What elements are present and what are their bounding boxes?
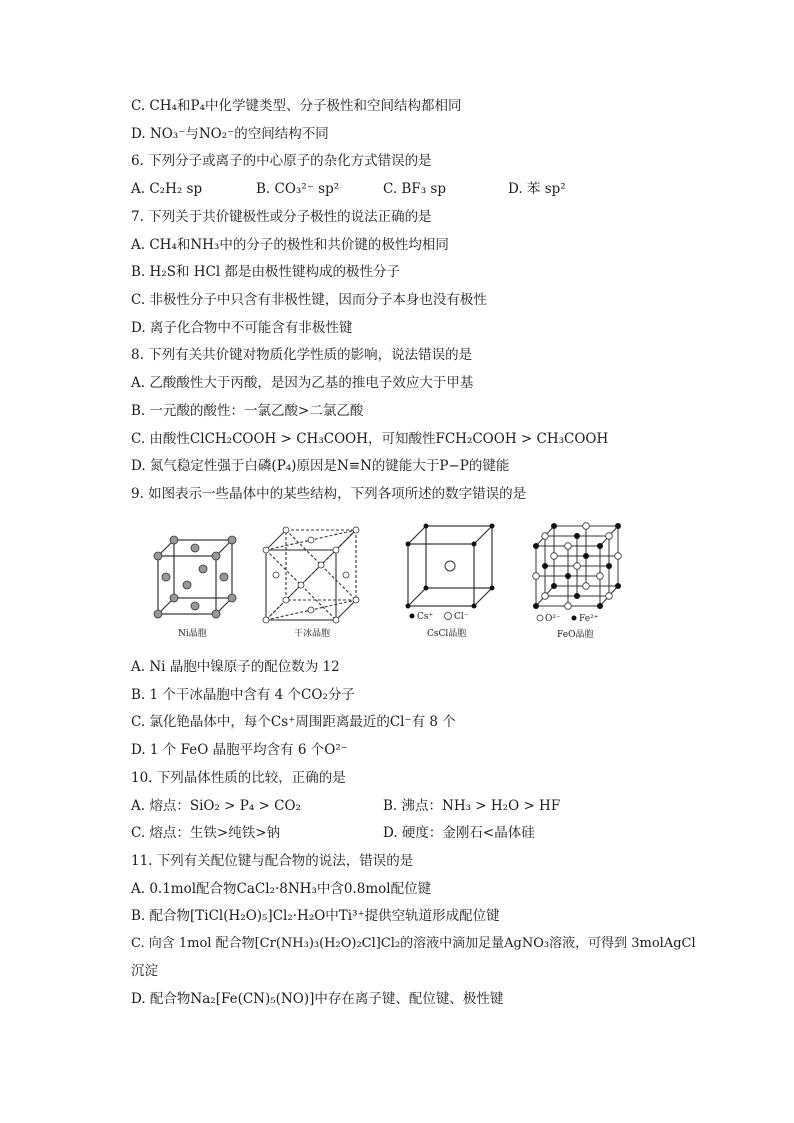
cscl-caption: CsCl晶胞: [427, 629, 467, 639]
dry-ice-caption: 干冰晶胞: [294, 629, 331, 639]
q10-option-b: B. 沸点：NH₃ > H₂O > HF: [383, 798, 561, 814]
q11-option-a: A. 0.1mol配合物CaCl₂·8NH₃中含0.8mol配位键: [131, 881, 432, 897]
q6-option-b: B. CO₃²⁻ sp²: [256, 181, 340, 197]
feo-legend-o: O²⁻: [545, 614, 561, 624]
q5-option-c: C. CH₄和P₄中化学键类型、分子极性和空间结构都相同: [131, 98, 462, 114]
feo-cell-figure: [530, 516, 630, 644]
q11-option-c-continued: 沉淀: [131, 963, 158, 979]
q11-option-c: C. 向含 1mol 配合物[Cr(NH₃)₃(H₂O)₂Cl]Cl₂的溶液中滴加足量AgNO₃溶液，可得到 3molAgCl: [131, 936, 696, 951]
q9-option-b: B. 1 个干冰晶胞中含有 4 个CO₂分子: [131, 687, 355, 703]
crystal-figures: [140, 516, 640, 646]
cscl-legend-cl: Cl⁻: [454, 612, 469, 622]
cscl-cell-figure: [402, 516, 502, 644]
q6-option-d: D. 苯 sp²: [508, 181, 566, 197]
question-11: 11. 下列有关配位键与配合物的说法，错误的是: [131, 853, 414, 869]
q9-option-d: D. 1 个 FeO 晶胞平均含有 6 个O²⁻: [131, 742, 348, 758]
q7-option-c: C. 非极性分子中只含有非极性键，因而分子本身也没有极性: [131, 292, 487, 308]
q8-option-a: A. 乙酸酸性大于丙酸，是因为乙基的推电子效应大于甲基: [131, 375, 474, 391]
question-6: 6. 下列分子或离子的中心原子的杂化方式错误的是: [131, 153, 432, 169]
q9-option-a: A. Ni 晶胞中镍原子的配位数为 12: [131, 659, 340, 675]
q9-option-c: C. 氯化铯晶体中，每个Cs⁺周围距离最近的Cl⁻有 8 个: [131, 714, 456, 730]
ni-cell-figure: [150, 516, 240, 644]
ni-caption: Ni晶胞: [178, 629, 207, 639]
q5-option-d: D. NO₃⁻与NO₂⁻的空间结构不同: [131, 126, 329, 142]
q7-option-a: A. CH₄和NH₃中的分子的极性和共价键的极性均相同: [131, 237, 449, 253]
feo-caption: FeO晶胞: [557, 630, 594, 640]
q11-option-d: D. 配合物Na₂[Fe(CN)₅(NO)]中存在离子键、配位键、极性键: [131, 991, 504, 1007]
q7-option-d: D. 离子化合物中不可能含有非极性键: [131, 320, 353, 336]
question-7: 7. 下列关于共价键极性或分子极性的说法正确的是: [131, 209, 432, 225]
q6-option-c: C. BF₃ sp: [383, 181, 446, 197]
question-8: 8. 下列有关共价键对物质化学性质的影响，说法错误的是: [131, 347, 473, 363]
q10-option-d: D. 硬度：金刚石<晶体硅: [383, 825, 535, 841]
q10-option-a: A. 熔点：SiO₂ > P₄ > CO₂: [131, 798, 301, 814]
q11-option-b: B. 配合物[TiCl(H₂O)₅]Cl₂·H₂O中Ti³⁺提供空轨道形成配位键: [131, 908, 500, 924]
q8-option-b: B. 一元酸的酸性：一氯乙酸>二氯乙酸: [131, 403, 364, 419]
cscl-legend-cs: Cs⁺: [417, 612, 434, 622]
question-10: 10. 下列晶体性质的比较，正确的是: [131, 770, 346, 786]
q7-option-b: B. H₂S和 HCl 都是由极性键构成的极性分子: [131, 264, 400, 280]
dry-ice-cell-figure: [260, 516, 365, 644]
q8-option-d: D. 氮气稳定性强于白磷(P₄)原因是N≡N的键能大于P−P的键能: [131, 458, 510, 474]
q8-option-c: C. 由酸性ClCH₂COOH > CH₃COOH，可知酸性FCH₂COOH > CH₃COOH: [131, 431, 609, 447]
question-9: 9. 如图表示一些晶体中的某些结构，下列各项所述的数字错误的是: [131, 486, 527, 502]
q6-option-a: A. C₂H₂ sp: [131, 181, 203, 197]
q10-option-c: C. 熔点：生铁>纯铁>钠: [131, 825, 281, 841]
feo-legend-fe: Fe²⁺: [579, 614, 599, 624]
